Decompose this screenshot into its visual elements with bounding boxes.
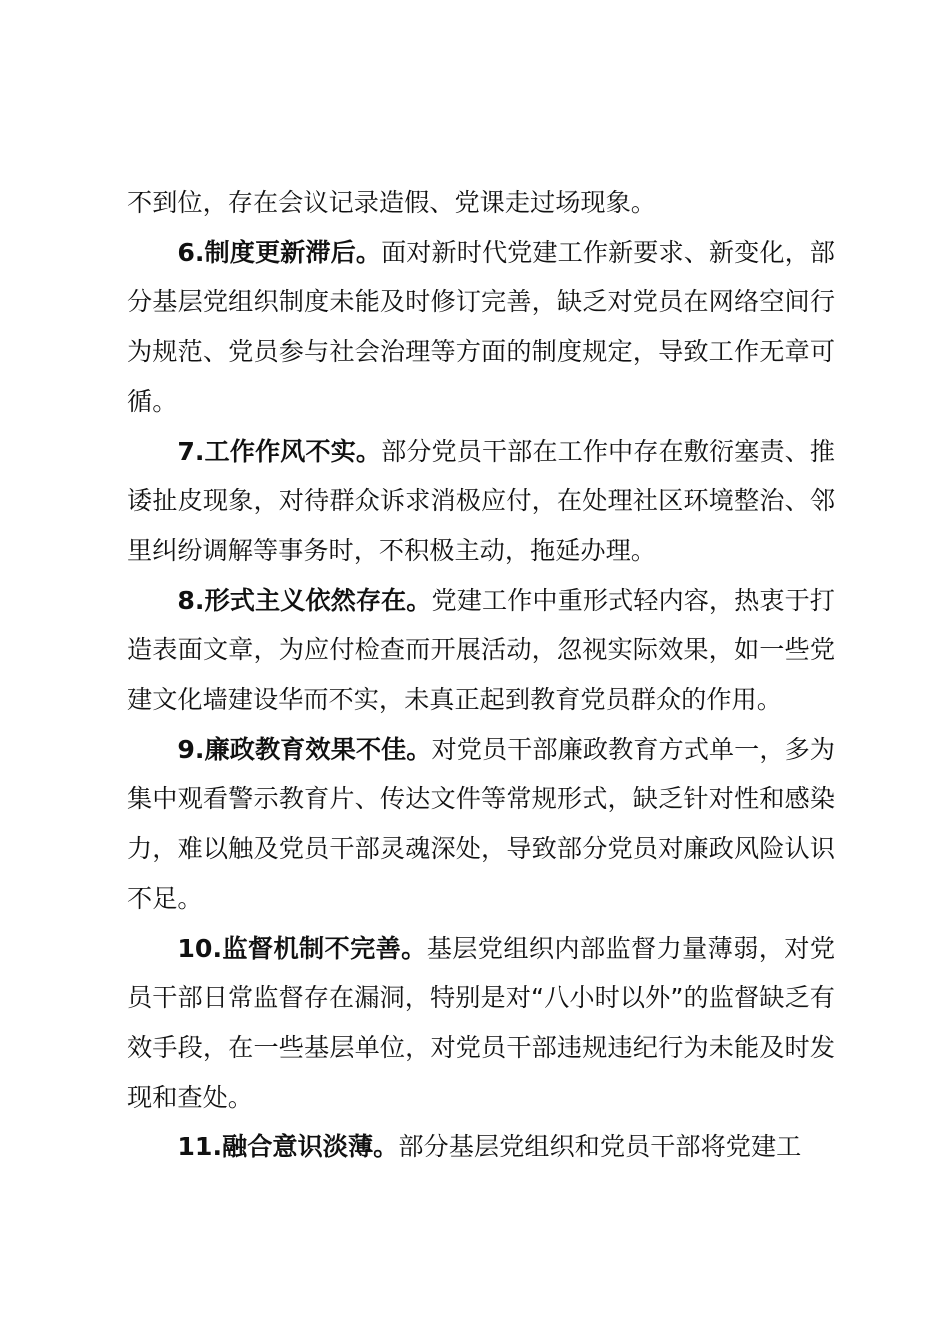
paragraph-item-10 — [127, 924, 835, 1123]
paragraph-item-9 — [127, 725, 835, 924]
paragraph-item-6 — [127, 228, 835, 427]
paragraph-item-7 — [127, 427, 835, 576]
paragraph-body: 对党员干部廉政教育方式单一，多为集中观看警示教育片、传达文件等常规形式，缺乏针对性和感染力，难以触及党员干部灵魂深处，导致部分党员对廉政风险认识不足。 — [127, 734, 835, 913]
paragraph-body: 基层党组织内部监督力量薄弱，对党员干部日常监督存在漏洞，特别是对“八小时以外”的监督缺乏有效手段，在一些基层单位，对党员干部违规违纪行为未能及时发现和查处。 — [127, 933, 836, 1112]
paragraph-heading: 11.融合意识淡薄。 — [177, 1132, 399, 1162]
paragraph-heading: 8.形式主义依然存在。 — [177, 585, 432, 615]
paragraph-body: 不到位，存在会议记录造假、党课走过场现象。 — [127, 188, 656, 217]
paragraph-heading: 6.制度更新滞后。 — [177, 237, 382, 267]
document-page — [127, 178, 835, 1172]
paragraph-continuation — [127, 178, 835, 228]
paragraph-heading: 9.廉政教育效果不佳。 — [177, 734, 432, 764]
paragraph-body: 部分党员干部在工作中存在敷衍塞责、推诿扯皮现象，对待群众诉求消极应付，在处理社区环境整治、邻里纠纷调解等事务时，不积极主动，拖延办理。 — [127, 436, 835, 565]
paragraph-heading: 7.工作作风不实。 — [177, 436, 382, 466]
paragraph-heading: 10.监督机制不完善。 — [177, 933, 427, 963]
paragraph-item-11 — [127, 1122, 835, 1172]
paragraph-item-8 — [127, 576, 835, 725]
paragraph-body: 面对新时代党建工作新要求、新变化，部分基层党组织制度未能及时修订完善，缺乏对党员在网络空间行为规范、党员参与社会治理等方面的制度规定，导致工作无章可循。 — [127, 237, 835, 416]
paragraph-body: 部分基层党组织和党员干部将党建工 — [398, 1132, 802, 1162]
paragraph-body: 党建工作中重形式轻内容，热衷于打造表面文章，为应付检查而开展活动，忽视实际效果，如一些党建文化墙建设华而不实，未真正起到教育党员群众的作用。 — [127, 585, 835, 715]
